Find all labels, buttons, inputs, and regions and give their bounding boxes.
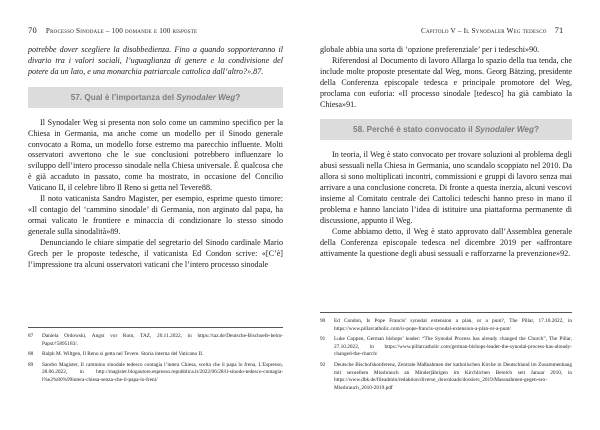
question-58-prefix: 58. Perché è stato convocato il xyxy=(353,125,475,135)
right-page-number: 71 xyxy=(554,25,564,35)
footnote-text: Deutsche Bischofskonferenz, Zentrale Maßnahmen der katholischen Kirche in Deutschland im Zusammenhang mit sexuellem Missbrauch an Minderjährigen im Kirchlichen Bereich seit Januar 2010, in https://www.dbk.de/fileadmin/redaktion/diverse_downloads/dossiers_2019/Massnahmen-gegen-sex-Missbrauch_2010-2019.pdf xyxy=(334,361,572,391)
footnote-text: Ralph M. Wiltgen, Il Reno si getta nel Tevere. Storia interna del Vaticano II. xyxy=(42,351,204,358)
footnote-rule xyxy=(320,312,572,313)
left-running-head xyxy=(28,25,197,35)
footnote xyxy=(320,362,572,392)
body-paragraph: Come abbiamo detto, il Weg è stato approvato dall’Assemblea generale della Conferenza episcopale tedesca nel dicembre 2019 per «affrontare attivamente la questione degli abusi sessuali e rafforzarne la prevenzione»92. xyxy=(320,226,572,258)
right-running-title: Capitolo V – Il Synodaler Weg tedesco xyxy=(421,27,547,35)
right-text-column xyxy=(320,45,572,260)
footnote xyxy=(28,362,283,385)
question-58-suffix: ? xyxy=(533,125,539,135)
body-paragraph: Il noto vaticanista Sandro Magister, per esempio, esprime questo timore: «Il contagio del ‘cammino sinodale’ di Germania, non arginato dal papa, ha ormai valicato le frontiere e minaccia di condizionare lo stesso sinodo generale sulla sinodalità»89. xyxy=(28,194,283,236)
footnote-text: Luke Coppen, German bishops’ leader: “The Synodal Process has already changed the Church”, The Pillar, 27.10.2022, in https://www.pillarcatholic.com/german-bishops-leader-the-synodal-process-has-already-changed-the-church/ xyxy=(334,336,572,358)
body-paragraph: globale abbia una sorta di ‘opzione preferenziale’ per i tedeschi»90. xyxy=(320,45,540,54)
footnote-number: 91 xyxy=(320,336,326,343)
footnote-rule xyxy=(28,327,283,328)
footnote-number: 89 xyxy=(28,361,34,368)
question-57-prefix: 57. Qual è l’importanza del xyxy=(70,92,177,102)
right-footnotes xyxy=(320,312,572,395)
footnote xyxy=(320,318,572,333)
left-footnotes xyxy=(28,327,283,388)
question-58-emphasis: Synodaler Weg xyxy=(474,125,534,135)
right-page xyxy=(300,0,600,430)
question-57-suffix: ? xyxy=(235,92,241,102)
question-57-heading xyxy=(28,87,283,108)
footnote-text: Ed Condon, Is Pope Francis’ synodal extension a plan, or a punt?, The Pillar, 17.10.2022, in https://www.pillarcatholic.com/is-pope-francis-synodal-extension-a-plan-or-a-punt/ xyxy=(334,318,572,332)
question-58-heading xyxy=(320,119,572,140)
left-text-column xyxy=(28,45,283,270)
footnote-number: 88 xyxy=(28,351,34,358)
right-running-head xyxy=(421,25,563,35)
body-paragraph: Denunciando le chiare simpatie del segretario del Sinodo cardinale Mario Grech per le proposte tedesche, il vaticanista Ed Condon scrive: «[C’è] l’impressione tra alcuni osservatori vaticani che l’intero processo sinodale xyxy=(28,237,283,269)
body-paragraph: Il Synodaler Weg si presenta non solo come un cammino specifico per la Chiesa in Germania, ma anche come un modello per il Sinodo generale convocato a Roma, un modello forse estremo ma parecchio influente. Molti osservatori avvertono che le sue conclusioni potrebbero influenzare lo sviluppo dell’intero processo sinodale nella Chiesa universale. È qualcosa che è già accaduto in passato, come ha mostrato, in occasione del Concilio Vaticano II, il celebre libro Il Reno si getta nel Tevere88. xyxy=(28,117,283,193)
footnote-text: Daniela Ordowski, Angst vor Rom, TAZ, 20.11.2022, in https://taz.de/Deutsche-Bischoefe-beim-Papst/!5895183/. xyxy=(42,333,283,347)
footnote-number: 87 xyxy=(28,333,34,339)
footnote-text: Sandro Magister, Il cammino sinodale tedesco contagia l’intera Chiesa, scelta che il papa lo frena, L’Espresso, 28.06.2022, in http://magister.blogautore.espresso.repubblica.it/2022/06/28/il-sinodo-tedesco-contagia-l%e2%80%99intera-chiesa-senza-che-il-papa-lo-freni/ xyxy=(42,361,283,383)
footnote-number: 90 xyxy=(320,318,326,324)
opening-quote-paragraph: potrebbe dover scegliere la disobbedienza. Fino a quando sopporteranno il divario tra i valori sociali, l’uguaglianza di genere e la condivisione del potere da un lato, e una monarchia patriarcale cattolica dall’altro?».87. xyxy=(28,45,283,76)
body-paragraph: In teoria, il Weg è stato convocato per trovare soluzioni al problema degli abusi sessuali nella Chiesa in Germania, uno scandalo scoppiato nel 2010. Da allora si sono moltiplicati incontri, commissioni e gruppi di lavoro senza mai arrivare a una conclusione concreta. Di fronte a questa inerzia, alcuni vescovi insieme al Comitato centrale dei Cattolici tedeschi hanno preso in mano il problema e hanno lanciato l’idea di istituire una piattaforma permanente di discussione, appunto il Weg. xyxy=(320,150,572,225)
body-paragraph: Riferendosi al Documento di lavoro Allarga lo spazio della tua tenda, che include molte proposte presentate dal Weg, mons. Georg Bätzing, presidente della Conferenza episcopale tedesca e principale promotore del Weg, proclama con euforia: «Il processo sinodale [tedesco] ha già cambiato la Chiesa»91. xyxy=(320,55,572,109)
question-57-emphasis: Synodaler Weg xyxy=(176,92,236,102)
footnote-number: 92 xyxy=(320,361,326,368)
footnote xyxy=(320,336,572,359)
footnote xyxy=(28,351,283,359)
footnote xyxy=(28,333,283,348)
left-page-number: 70 xyxy=(28,25,37,35)
left-running-title: Processo Sinodale – 100 domande e 100 risposte xyxy=(45,27,198,35)
